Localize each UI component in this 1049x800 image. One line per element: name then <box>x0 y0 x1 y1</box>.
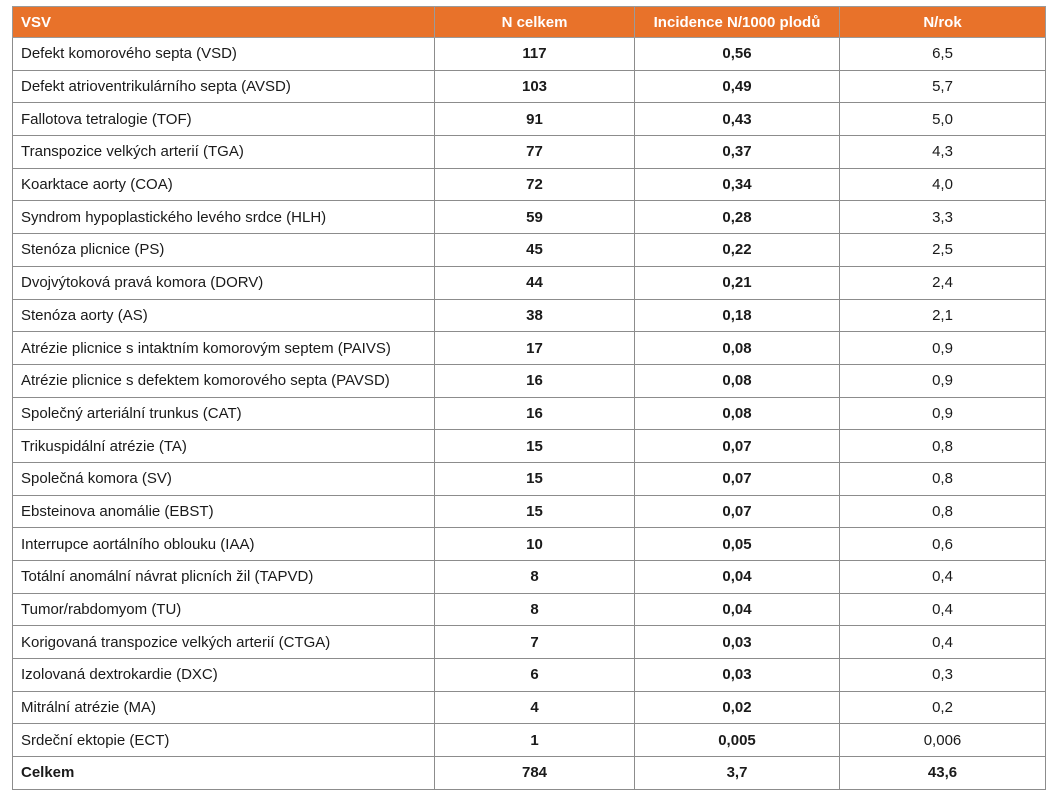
cell-incidence: 0,04 <box>635 561 840 594</box>
cell-n-celkem: 16 <box>435 397 635 430</box>
cell-incidence: 0,07 <box>635 462 840 495</box>
cell-n-rok: 0,8 <box>840 495 1046 528</box>
cell-incidence: 0,03 <box>635 659 840 692</box>
cell-n-celkem: 8 <box>435 593 635 626</box>
cell-incidence: 0,07 <box>635 430 840 463</box>
cell-n-celkem: 17 <box>435 332 635 365</box>
cell-n-rok: 5,7 <box>840 70 1046 103</box>
cell-incidence: 0,08 <box>635 332 840 365</box>
cell-n-rok: 0,006 <box>840 724 1046 757</box>
cell-n-celkem: 38 <box>435 299 635 332</box>
header-n-celkem: N celkem <box>435 7 635 38</box>
cell-vsv: Atrézie plicnice s intaktním komorovým septem (PAIVS) <box>13 332 435 365</box>
cell-n-celkem: 77 <box>435 136 635 169</box>
cell-n-rok: 0,4 <box>840 626 1046 659</box>
table-row <box>13 561 1046 594</box>
cell-vsv: Atrézie plicnice s defektem komorového septa (PAVSD) <box>13 364 435 397</box>
cell-n-rok: 4,0 <box>840 168 1046 201</box>
cell-n-celkem: 6 <box>435 659 635 692</box>
table-row <box>13 234 1046 267</box>
cell-n-rok: 5,0 <box>840 103 1046 136</box>
cell-incidence: 0,02 <box>635 691 840 724</box>
cell-n-rok: 0,9 <box>840 364 1046 397</box>
total-incidence: 3,7 <box>635 757 840 790</box>
table-row <box>13 201 1046 234</box>
cell-n-rok: 0,6 <box>840 528 1046 561</box>
cell-incidence: 0,34 <box>635 168 840 201</box>
cell-n-rok: 3,3 <box>840 201 1046 234</box>
table-row <box>13 659 1046 692</box>
total-row <box>13 757 1046 790</box>
header-incidence: Incidence N/1000 plodů <box>635 7 840 38</box>
table-row <box>13 691 1046 724</box>
table-row <box>13 136 1046 169</box>
cell-n-rok: 6,5 <box>840 38 1046 71</box>
table-row <box>13 430 1046 463</box>
cell-vsv: Stenóza plicnice (PS) <box>13 234 435 267</box>
cell-vsv: Defekt atrioventrikulárního septa (AVSD) <box>13 70 435 103</box>
table-row <box>13 168 1046 201</box>
cell-incidence: 0,22 <box>635 234 840 267</box>
cell-vsv: Koarktace aorty (COA) <box>13 168 435 201</box>
cell-n-celkem: 8 <box>435 561 635 594</box>
cell-vsv: Totální anomální návrat plicních žil (TAPVD) <box>13 561 435 594</box>
table-row <box>13 724 1046 757</box>
cell-n-celkem: 10 <box>435 528 635 561</box>
cell-n-rok: 4,3 <box>840 136 1046 169</box>
table-body <box>13 38 1046 790</box>
table-row <box>13 364 1046 397</box>
cell-n-celkem: 15 <box>435 495 635 528</box>
cell-n-celkem: 16 <box>435 364 635 397</box>
cell-incidence: 0,03 <box>635 626 840 659</box>
cell-vsv: Izolovaná dextrokardie (DXC) <box>13 659 435 692</box>
cell-vsv: Trikuspidální atrézie (TA) <box>13 430 435 463</box>
incidence-table-container <box>12 6 1045 790</box>
cell-n-rok: 0,4 <box>840 561 1046 594</box>
cell-vsv: Defekt komorového septa (VSD) <box>13 38 435 71</box>
table-row <box>13 528 1046 561</box>
cell-vsv: Společný arteriální trunkus (CAT) <box>13 397 435 430</box>
cell-vsv: Srdeční ektopie (ECT) <box>13 724 435 757</box>
cell-vsv: Transpozice velkých arterií (TGA) <box>13 136 435 169</box>
header-n-rok: N/rok <box>840 7 1046 38</box>
cell-vsv: Fallotova tetralogie (TOF) <box>13 103 435 136</box>
cell-n-rok: 2,1 <box>840 299 1046 332</box>
cell-n-celkem: 45 <box>435 234 635 267</box>
cell-incidence: 0,49 <box>635 70 840 103</box>
table-row <box>13 266 1046 299</box>
cell-incidence: 0,37 <box>635 136 840 169</box>
cell-incidence: 0,05 <box>635 528 840 561</box>
cell-n-celkem: 59 <box>435 201 635 234</box>
cell-n-rok: 0,9 <box>840 332 1046 365</box>
header-row <box>13 7 1046 38</box>
cell-n-celkem: 44 <box>435 266 635 299</box>
cell-incidence: 0,21 <box>635 266 840 299</box>
cell-incidence: 0,43 <box>635 103 840 136</box>
table-row <box>13 103 1046 136</box>
table-header <box>13 7 1046 38</box>
cell-vsv: Mitrální atrézie (MA) <box>13 691 435 724</box>
cell-n-rok: 2,5 <box>840 234 1046 267</box>
table-row <box>13 70 1046 103</box>
cell-n-celkem: 4 <box>435 691 635 724</box>
cell-n-celkem: 72 <box>435 168 635 201</box>
cell-incidence: 0,005 <box>635 724 840 757</box>
cell-n-celkem: 103 <box>435 70 635 103</box>
cell-incidence: 0,04 <box>635 593 840 626</box>
table-row <box>13 495 1046 528</box>
total-n-celkem: 784 <box>435 757 635 790</box>
table-row <box>13 299 1046 332</box>
cell-vsv: Dvojvýtoková pravá komora (DORV) <box>13 266 435 299</box>
table-row <box>13 462 1046 495</box>
cell-n-celkem: 91 <box>435 103 635 136</box>
cell-vsv: Stenóza aorty (AS) <box>13 299 435 332</box>
cell-n-rok: 0,4 <box>840 593 1046 626</box>
cell-incidence: 0,56 <box>635 38 840 71</box>
total-label: Celkem <box>13 757 435 790</box>
cell-incidence: 0,08 <box>635 364 840 397</box>
table-row <box>13 626 1046 659</box>
cell-vsv: Korigovaná transpozice velkých arterií (CTGA) <box>13 626 435 659</box>
cell-vsv: Tumor/rabdomyom (TU) <box>13 593 435 626</box>
cell-incidence: 0,07 <box>635 495 840 528</box>
cell-n-rok: 0,9 <box>840 397 1046 430</box>
cell-vsv: Společná komora (SV) <box>13 462 435 495</box>
cell-n-celkem: 15 <box>435 430 635 463</box>
cell-n-celkem: 7 <box>435 626 635 659</box>
header-vsv: VSV <box>13 7 435 38</box>
cell-n-celkem: 15 <box>435 462 635 495</box>
cell-n-rok: 0,8 <box>840 462 1046 495</box>
cell-incidence: 0,08 <box>635 397 840 430</box>
table-row <box>13 332 1046 365</box>
cell-incidence: 0,18 <box>635 299 840 332</box>
cell-n-celkem: 117 <box>435 38 635 71</box>
cell-incidence: 0,28 <box>635 201 840 234</box>
cell-vsv: Ebsteinova anomálie (EBST) <box>13 495 435 528</box>
cell-vsv: Interrupce aortálního oblouku (IAA) <box>13 528 435 561</box>
cell-n-rok: 0,3 <box>840 659 1046 692</box>
table-row <box>13 38 1046 71</box>
cell-n-rok: 0,8 <box>840 430 1046 463</box>
cell-n-rok: 0,2 <box>840 691 1046 724</box>
cell-n-celkem: 1 <box>435 724 635 757</box>
cell-vsv: Syndrom hypoplastického levého srdce (HLH) <box>13 201 435 234</box>
table-row <box>13 593 1046 626</box>
incidence-table <box>12 6 1046 790</box>
cell-n-rok: 2,4 <box>840 266 1046 299</box>
total-n-rok: 43,6 <box>840 757 1046 790</box>
table-row <box>13 397 1046 430</box>
